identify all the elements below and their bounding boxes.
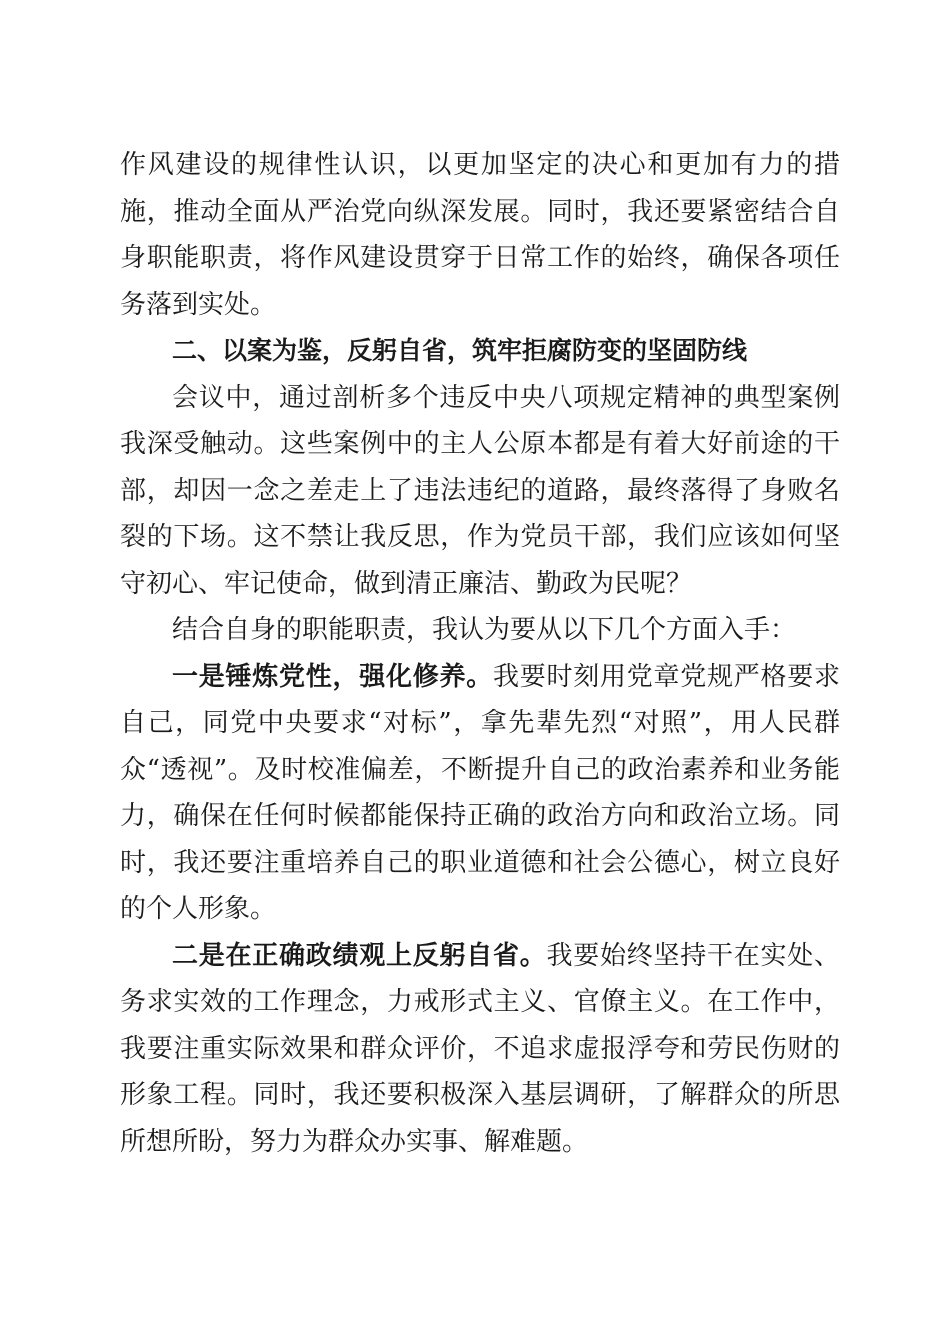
point-one-body: 我要时刻用党章党规严格要求自己，同党中央要求“对标”，拿先辈先烈“对照”，用人民群众“透视”。及时校准偏差，不断提升自己的政治素养和业务能力，确保在任何时候都能保持正确的政治方向和政治立场。同时，我还要注重培养自己的职业道德和社会公德心，树立良好的个人形象。 — [120, 661, 840, 924]
paragraph-point-two — [120, 933, 840, 1166]
point-two-body: 我要始终坚持干在实处、务求实效的工作理念，力戒形式主义、官僚主义。在工作中，我要注重实际效果和群众评价，不追求虚报浮夸和劳民伤财的形象工程。同时，我还要积极深入基层调研，了解群众的所思所想所盼，努力为群众办实事、解难题。 — [120, 940, 840, 1157]
section-heading: 二、以案为鉴，反躬自省，筑牢拒腐防变的坚固防线 — [172, 336, 748, 365]
paragraph-point-one — [120, 654, 840, 933]
document-body — [120, 142, 840, 1165]
paragraph-intro-points: 结合自身的职能职责，我认为要从以下几个方面入手： — [172, 615, 797, 645]
paragraph-continuation: 作风建设的规律性认识，以更加坚定的决心和更加有力的措施，推动全面从严治党向纵深发展。同时，我还要紧密结合自身职能职责，将作风建设贯穿于日常工作的始终，确保各项任务落到实处。 — [120, 150, 840, 320]
point-two-lead: 二是在正确政绩观上反躬自省。 — [172, 940, 547, 971]
paragraph-case-reflection: 会议中，通过剖析多个违反中央八项规定精神的典型案例我深受触动。这些案例中的主人公原本都是有着大好前途的干部，却因一念之差走上了违法违纪的道路，最终落得了身败名裂的下场。这不禁让我反思，作为党员干部，我们应该如何坚守初心、牢记使命，做到清正廉洁、勤政为民呢？ — [120, 382, 840, 599]
point-one-lead: 一是锤炼党性，强化修养。 — [172, 661, 493, 692]
